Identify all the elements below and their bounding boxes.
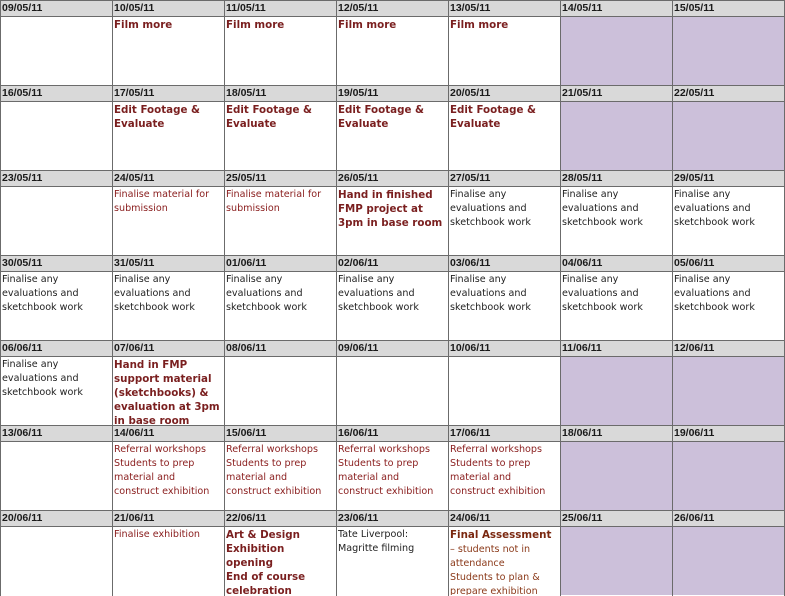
day-cell-task: Finalise any evaluations and sketchbook work xyxy=(2,359,83,398)
week-header-row xyxy=(0,0,784,17)
date-label: 14/05/11 xyxy=(562,2,603,14)
date-label: 16/05/11 xyxy=(2,87,43,99)
day-cell-task: Finalise any evaluations and sketchbook work xyxy=(674,274,755,313)
date-label: 27/05/11 xyxy=(450,172,491,184)
date-label: 01/06/11 xyxy=(226,257,267,269)
grid-column-line xyxy=(224,0,225,596)
day-cell-task xyxy=(0,442,112,510)
day-cell-task: Film more xyxy=(450,19,509,31)
day-cell-task: Finalise any evaluations and sketchbook work xyxy=(562,274,643,313)
grid-column-line xyxy=(0,0,1,596)
grid-column-line xyxy=(336,0,337,596)
date-label: 29/05/11 xyxy=(674,172,715,184)
date-label: 10/05/11 xyxy=(114,2,155,14)
date-label: 26/05/11 xyxy=(338,172,379,184)
date-label: 19/05/11 xyxy=(338,87,379,99)
day-cell-task: Finalise material for submission xyxy=(114,189,210,214)
date-label: 15/05/11 xyxy=(674,2,715,14)
day-cell-task: Referral workshops Students to prep material and construct exhibition xyxy=(338,444,434,497)
date-label: 11/05/11 xyxy=(226,2,266,14)
date-label: 20/05/11 xyxy=(450,87,491,99)
day-cell-task xyxy=(336,357,448,425)
date-label: 24/06/11 xyxy=(450,512,491,524)
date-label: 30/05/11 xyxy=(2,257,43,269)
day-cell-task xyxy=(0,17,112,85)
date-label: 07/06/11 xyxy=(114,342,155,354)
weekend-cell xyxy=(672,357,784,425)
day-cell-task: Film more xyxy=(226,19,285,31)
weekend-cell xyxy=(560,357,672,425)
date-label: 21/06/11 xyxy=(114,512,155,524)
weekend-cell xyxy=(672,442,784,510)
date-label: 12/06/11 xyxy=(674,342,715,354)
day-cell-task: Finalise any evaluations and sketchbook work xyxy=(450,274,531,313)
date-label: 22/05/11 xyxy=(674,87,715,99)
day-cell-task: Finalise exhibition xyxy=(114,529,201,540)
day-cell-task xyxy=(0,102,112,170)
date-label: 26/06/11 xyxy=(674,512,715,524)
date-label: 22/06/11 xyxy=(226,512,267,524)
day-cell-task xyxy=(448,527,560,595)
day-cell-task: Art & Design Exhibition opening End of course celebration xyxy=(226,529,306,595)
date-label: 05/06/11 xyxy=(674,257,715,269)
date-label: 15/06/11 xyxy=(226,427,267,439)
day-cell-task: Referral workshops Students to prep material and construct exhibition xyxy=(226,444,322,497)
day-cell-task: Edit Footage & Evaluate xyxy=(226,104,312,130)
day-cell-task: Hand in finished FMP project at 3pm in base room xyxy=(338,189,443,229)
day-cell-task: Finalise any evaluations and sketchbook work xyxy=(338,274,419,313)
week-header-row xyxy=(0,255,784,272)
date-label: 09/06/11 xyxy=(338,342,379,354)
date-label: 13/06/11 xyxy=(2,427,43,439)
week-header-row xyxy=(0,85,784,102)
weekend-cell xyxy=(560,527,672,595)
grid-column-line xyxy=(560,0,561,596)
day-cell-task: Film more xyxy=(338,19,397,31)
week-header-row xyxy=(0,170,784,187)
day-cell-task: Finalise any evaluations and sketchbook work xyxy=(114,274,195,313)
day-cell-task: Referral workshops Students to prep material and construct exhibition xyxy=(450,444,546,497)
date-label: 12/05/11 xyxy=(338,2,379,14)
date-label: 25/06/11 xyxy=(562,512,603,524)
day-cell-task: Finalise any evaluations and sketchbook work xyxy=(226,274,307,313)
date-label: 28/05/11 xyxy=(562,172,603,184)
date-label: 18/06/11 xyxy=(562,427,603,439)
date-label: 03/06/11 xyxy=(450,257,491,269)
final-assessment-detail: – students not in attendance Students to plan & prepare exhibition xyxy=(450,544,540,595)
day-cell-task: Finalise any evaluations and sketchbook work xyxy=(562,189,643,228)
date-label: 04/06/11 xyxy=(562,257,603,269)
day-cell-task: Edit Footage & Evaluate xyxy=(114,104,200,130)
weekend-cell xyxy=(672,527,784,595)
date-label: 31/05/11 xyxy=(114,257,155,269)
day-cell-task: Hand in FMP support material (sketchbooks) & evaluation at 3pm in base room xyxy=(114,359,220,425)
day-cell-task: Finalise any evaluations and sketchbook work xyxy=(674,189,755,228)
weekend-cell xyxy=(560,17,672,85)
day-cell-task: Film more xyxy=(114,19,173,31)
date-label: 23/06/11 xyxy=(338,512,379,524)
date-label: 13/05/11 xyxy=(450,2,491,14)
day-cell-task: Tate Liverpool: Magritte filming xyxy=(338,529,415,554)
grid-column-line xyxy=(672,0,673,596)
date-label: 17/06/11 xyxy=(450,427,491,439)
date-label: 23/05/11 xyxy=(2,172,43,184)
day-cell-task: Finalise any evaluations and sketchbook work xyxy=(450,189,531,228)
day-cell-task: Finalise any evaluations and sketchbook work xyxy=(2,274,83,313)
date-label: 17/05/11 xyxy=(114,87,155,99)
day-cell-task: Edit Footage & Evaluate xyxy=(450,104,536,130)
date-label: 25/05/11 xyxy=(226,172,267,184)
week-header-row xyxy=(0,510,784,527)
weekend-cell xyxy=(560,102,672,170)
date-label: 24/05/11 xyxy=(114,172,155,184)
week-header-row xyxy=(0,340,784,357)
weekend-cell xyxy=(672,102,784,170)
date-label: 02/06/11 xyxy=(338,257,379,269)
day-cell-task xyxy=(0,527,112,595)
day-cell-task xyxy=(448,357,560,425)
date-label: 14/06/11 xyxy=(114,427,155,439)
date-label: 11/06/11 xyxy=(562,342,602,354)
day-cell-task xyxy=(0,187,112,255)
date-label: 20/06/11 xyxy=(2,512,43,524)
date-label: 19/06/11 xyxy=(674,427,715,439)
date-label: 18/05/11 xyxy=(226,87,267,99)
day-cell-task: Finalise material for submission xyxy=(226,189,322,214)
day-cell-task: Edit Footage & Evaluate xyxy=(338,104,424,130)
weekend-cell xyxy=(672,17,784,85)
date-label: 08/06/11 xyxy=(226,342,267,354)
date-label: 06/06/11 xyxy=(2,342,43,354)
weekend-cell xyxy=(560,442,672,510)
grid-column-line xyxy=(448,0,449,596)
date-label: 16/06/11 xyxy=(338,427,379,439)
day-cell-task xyxy=(224,357,336,425)
date-label: 21/05/11 xyxy=(562,87,603,99)
week-header-row xyxy=(0,425,784,442)
date-label: 10/06/11 xyxy=(450,342,491,354)
grid-column-line xyxy=(112,0,113,596)
final-assessment-heading: Final Assessment xyxy=(450,529,552,541)
date-label: 09/05/11 xyxy=(2,2,43,14)
day-cell-task: Referral workshops Students to prep material and construct exhibition xyxy=(114,444,210,497)
